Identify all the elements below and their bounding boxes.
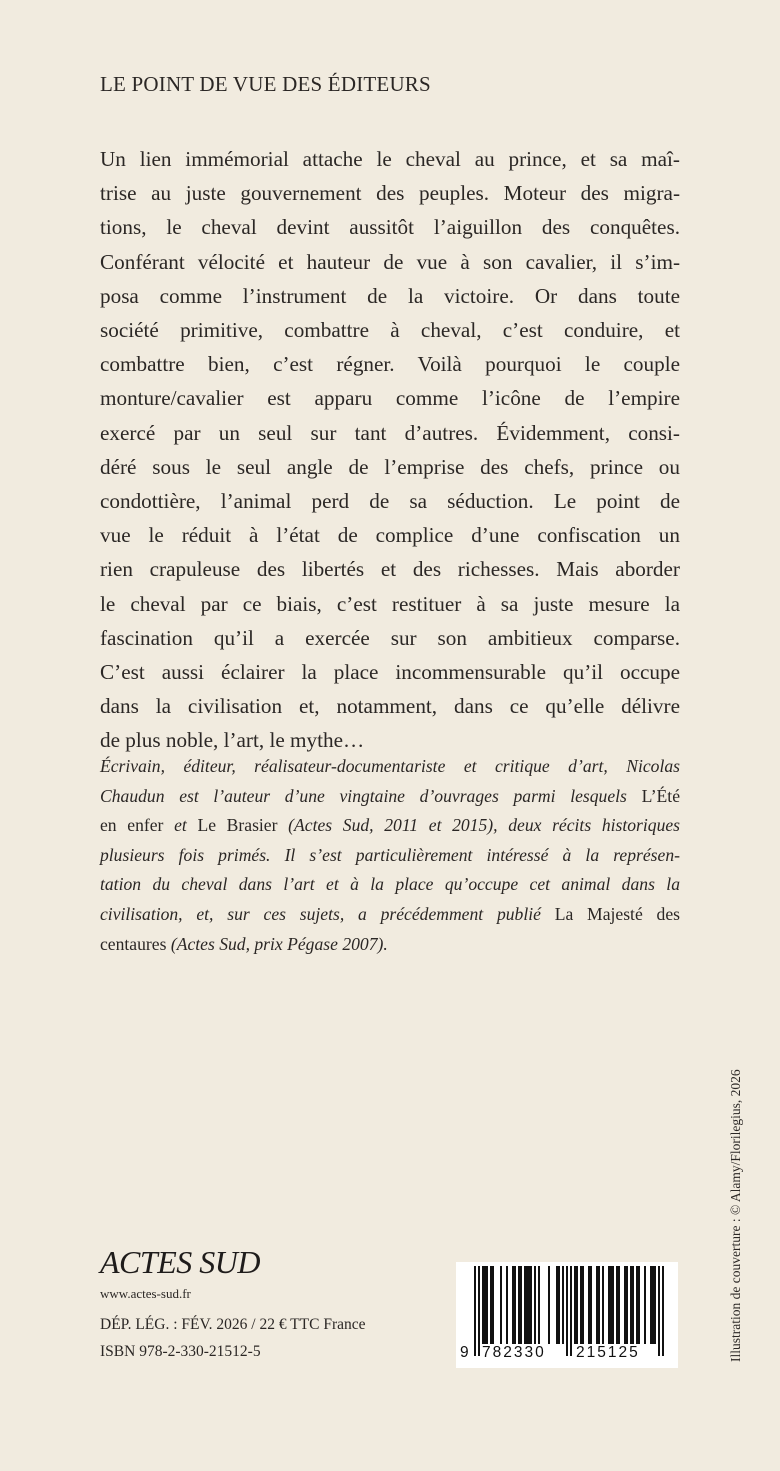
barcode-digits xyxy=(456,1344,678,1366)
summary-line: exercé par un seul sur tant d’autres. Évidemment, consi- xyxy=(100,420,680,445)
summary-line: condottière, l’animal perd de sa séduction. Le point de xyxy=(100,489,680,514)
summary-line: trise au juste gouvernement des peuples. Moteur des migra- xyxy=(100,181,680,206)
barcode-first-digit: 9 xyxy=(460,1344,469,1361)
isbn: ISBN 978-2-330-21512-5 xyxy=(100,1343,261,1360)
barcode-bar xyxy=(520,1266,522,1344)
barcode-bar xyxy=(636,1266,638,1344)
bio-text: et xyxy=(174,815,187,836)
barcode-bar xyxy=(548,1266,550,1344)
barcode-bar xyxy=(580,1266,582,1344)
barcode-bar xyxy=(534,1266,536,1344)
summary-line: dans la civilisation et, notamment, dans ce qu’elle délivre xyxy=(100,694,680,719)
barcode-bar xyxy=(618,1266,620,1344)
cover-credit: Illustration de couverture : © Alamy/Florilegius, 2026 xyxy=(728,1069,743,1362)
barcode-bar xyxy=(662,1266,664,1356)
barcode-bar xyxy=(598,1266,600,1344)
barcode-bar xyxy=(518,1266,520,1344)
author-bio xyxy=(100,752,680,959)
barcode-bar xyxy=(630,1266,632,1344)
bio-text: Chaudun est l’auteur d’une vingtaine d’ouvrages parmi lesquels xyxy=(100,785,627,806)
barcode-bar xyxy=(530,1266,532,1344)
barcode-bar xyxy=(632,1266,634,1344)
summary-line: société primitive, combattre à cheval, c’est conduire, et xyxy=(100,318,680,343)
publisher-logo: ACTES SUD xyxy=(100,1244,260,1280)
summary-line: le cheval par ce biais, c’est restituer à sa juste mesure la xyxy=(100,591,680,616)
bio-text: tation du cheval dans l’art et à la place qu’occupe cet animal dans la xyxy=(100,874,680,895)
summary-line: combattre bien, c’est régner. Voilà pourquoi le couple xyxy=(100,352,680,377)
book-title: Le Brasier xyxy=(197,815,278,836)
bio-line xyxy=(100,870,680,900)
barcode-bar xyxy=(626,1266,628,1344)
bio-line xyxy=(100,900,680,930)
barcode-bar xyxy=(602,1266,604,1344)
barcode-bar xyxy=(478,1266,480,1356)
barcode-bar xyxy=(576,1266,578,1344)
bio-line xyxy=(100,930,680,960)
barcode-bar xyxy=(650,1266,652,1344)
barcode-bar xyxy=(562,1266,564,1344)
barcode-bar xyxy=(482,1266,484,1344)
barcode-bar xyxy=(608,1266,610,1344)
barcode-bar xyxy=(652,1266,654,1344)
bio-text: civilisation, et, sur ces sujets, a précédemment publié xyxy=(100,903,541,924)
bio-text: (Actes Sud, prix Pégase 2007). xyxy=(170,933,388,954)
barcode-bar xyxy=(474,1266,476,1356)
summary-line: Un lien immémorial attache le cheval au prince, et sa maî- xyxy=(100,147,680,171)
summary-line: de plus noble, l’art, le mythe… xyxy=(100,728,365,753)
barcode-bar xyxy=(596,1266,598,1344)
barcode-bar xyxy=(558,1266,560,1344)
book-title: La Majesté des xyxy=(554,903,680,924)
barcode-bar xyxy=(658,1266,660,1356)
barcode-bar xyxy=(570,1266,572,1356)
summary-line: C’est aussi éclairer la place incommensurable qu’il occupe xyxy=(100,660,680,685)
barcode-bar xyxy=(582,1266,584,1344)
barcode-right-group: 215125 xyxy=(576,1344,640,1361)
barcode-bar xyxy=(524,1266,526,1344)
barcode-bar xyxy=(500,1266,502,1344)
barcode-bar xyxy=(484,1266,486,1344)
summary-line: monture/cavalier est apparu comme l’icône de l’empire xyxy=(100,386,680,411)
book-title: en enfer xyxy=(100,815,164,836)
barcode-left-group: 782330 xyxy=(482,1344,546,1361)
barcode-bar xyxy=(506,1266,508,1344)
summary-line: Conférant vélocité et hauteur de vue à son cavalier, il s’im- xyxy=(100,249,680,274)
barcode-bar xyxy=(574,1266,576,1344)
bio-line xyxy=(100,782,680,812)
summary-text xyxy=(100,142,680,758)
bio-line xyxy=(100,811,680,841)
bio-text: plusieurs fois primés. Il s’est particulièrement intéressé à la représen- xyxy=(100,844,680,865)
barcode-bar xyxy=(490,1266,492,1344)
barcode-bar xyxy=(610,1266,612,1344)
publisher-website: www.actes-sud.fr xyxy=(100,1286,191,1301)
barcode-bar xyxy=(514,1266,516,1344)
book-title: centaures xyxy=(100,933,167,954)
summary-line: posa comme l’instrument de la victoire. Or dans toute xyxy=(100,283,680,308)
barcode-bar xyxy=(538,1266,540,1344)
barcode-bar xyxy=(526,1266,528,1344)
barcode xyxy=(456,1262,678,1368)
summary-line: déré sous le seul angle de l’emprise des chefs, prince ou xyxy=(100,454,680,479)
bio-text: (Actes Sud, 2011 et 2015), deux récits historiques xyxy=(288,815,681,836)
barcode-bar xyxy=(644,1266,646,1344)
barcode-bar xyxy=(612,1266,614,1344)
book-title: L’Été xyxy=(641,785,680,806)
barcode-bar xyxy=(492,1266,494,1344)
legal-deposit: DÉP. LÉG. : FÉV. 2026 / 22 € TTC France xyxy=(100,1316,366,1333)
barcode-bar xyxy=(588,1266,590,1344)
summary-line: tions, le cheval devint aussitôt l’aiguillon des conquêtes. xyxy=(100,215,680,240)
summary-line: vue le réduit à l’état de complice d’une confiscation un xyxy=(100,523,680,548)
barcode-bar xyxy=(624,1266,626,1344)
barcode-bar xyxy=(616,1266,618,1344)
barcode-bar xyxy=(486,1266,488,1344)
section-heading: LE POINT DE VUE DES ÉDITEURS xyxy=(100,72,431,96)
barcode-bar xyxy=(528,1266,530,1344)
bio-line xyxy=(100,841,680,871)
barcode-bar xyxy=(512,1266,514,1344)
summary-line: fascination qu’il a exercée sur son ambitieux comparse. xyxy=(100,625,680,650)
barcode-bar xyxy=(590,1266,592,1344)
barcode-bar xyxy=(566,1266,568,1356)
bio-line xyxy=(100,752,680,782)
summary-line: rien crapuleuse des libertés et des richesses. Mais aborder xyxy=(100,557,680,582)
bio-text: Écrivain, éditeur, réalisateur-documentariste et critique d’art, Nicolas xyxy=(100,756,680,776)
barcode-bar xyxy=(638,1266,640,1344)
barcode-bar xyxy=(654,1266,656,1344)
barcode-bar xyxy=(556,1266,558,1344)
